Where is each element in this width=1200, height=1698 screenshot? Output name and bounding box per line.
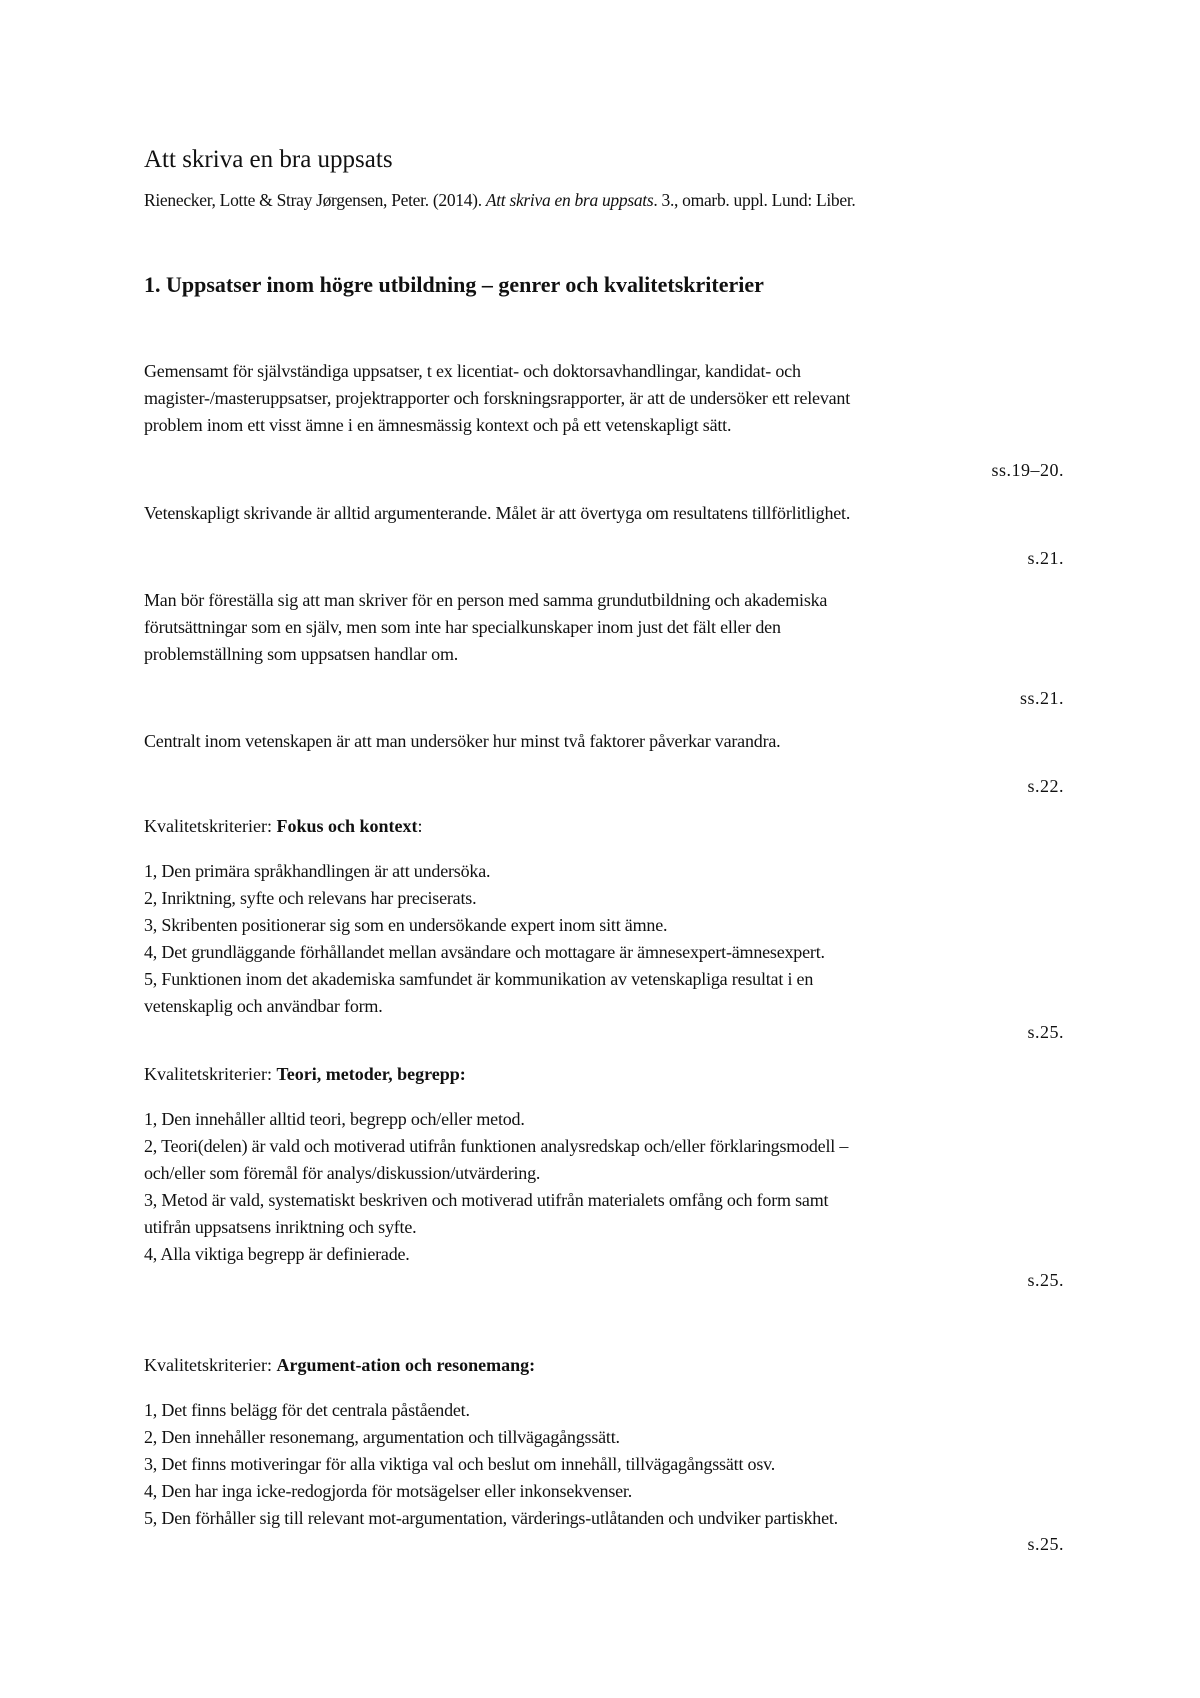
paragraph-4 xyxy=(144,728,1064,755)
paragraph-line: magister-/masteruppsatser, projektrapporter och forskningsrapporter, är att de undersöker ett relevant xyxy=(144,388,851,408)
criteria-list-2 xyxy=(144,1106,1064,1268)
criteria-list-3 xyxy=(144,1397,1064,1532)
list-item-line: 3, Skribenten positionerar sig som en undersökande expert inom sitt ämne. xyxy=(144,915,668,935)
list-item-line: 5, Den förhåller sig till relevant mot-argumentation, värderings-utlåtanden och undviker partiskhet. xyxy=(144,1508,838,1528)
page-reference: s.25. xyxy=(1027,1270,1064,1290)
list-item xyxy=(144,1241,1064,1268)
list-item xyxy=(144,1505,1064,1532)
criteria-name: Teori, metoder, begrepp: xyxy=(276,1064,466,1084)
list-item-line: 4, Det grundläggande förhållandet mellan avsändare och mottagare är ämnesexpert-ämnesexpert. xyxy=(144,942,825,962)
criteria-label-2 xyxy=(144,1064,466,1085)
criteria-name: Argument-ation och resonemang: xyxy=(276,1355,536,1375)
list-item-line: utifrån uppsatsens inriktning och syfte. xyxy=(144,1217,417,1237)
page-reference: s.25. xyxy=(1027,1022,1064,1042)
citation-authors: Rienecker, Lotte & Stray Jørgensen, Peter. (2014). xyxy=(144,190,486,210)
list-item-line: 2, Den innehåller resonemang, argumentation och tillvägagångssätt. xyxy=(144,1427,620,1447)
list-item xyxy=(144,1478,1064,1505)
list-item xyxy=(144,1397,1064,1424)
list-item xyxy=(144,1451,1064,1478)
list-item-line: 4, Den har inga icke-redogjorda för motsägelser eller inkonsekvenser. xyxy=(144,1481,633,1501)
page-reference: ss.21. xyxy=(1019,688,1064,708)
paragraph-line: Gemensamt för självständiga uppsatser, t ex licentiat- och doktorsavhandlingar, kandidat- och xyxy=(144,361,801,381)
paragraph-1 xyxy=(144,358,1064,439)
criteria-label-3 xyxy=(144,1355,535,1376)
list-item-line: 2, Inriktning, syfte och relevans har preciserats. xyxy=(144,888,477,908)
list-item-line: 1, Den primära språkhandlingen är att undersöka. xyxy=(144,861,491,881)
list-item xyxy=(144,1187,1064,1241)
page-reference: s.22. xyxy=(1027,776,1064,796)
list-item-line: 1, Det finns belägg för det centrala påståendet. xyxy=(144,1400,470,1420)
list-item xyxy=(144,912,1064,939)
citation-publisher: . 3., omarb. uppl. Lund: Liber. xyxy=(653,190,856,210)
criteria-list-1 xyxy=(144,858,1064,1020)
list-item-line: 3, Det finns motiveringar för alla viktiga val och beslut om innehåll, tillvägagångssätt osv. xyxy=(144,1454,776,1474)
list-item-line: 2, Teori(delen) är vald och motiverad utifrån funktionen analysredskap och/eller förklaringsmodell – xyxy=(144,1136,849,1156)
paragraph-line: problemställning som uppsatsen handlar om. xyxy=(144,644,459,664)
list-item-line: vetenskaplig och användbar form. xyxy=(144,996,383,1016)
paragraph-line: problem inom ett visst ämne i en ämnesmässig kontext och på ett vetenskapligt sätt. xyxy=(144,415,732,435)
list-item xyxy=(144,1424,1064,1451)
list-item-line: 4, Alla viktiga begrepp är definierade. xyxy=(144,1244,410,1264)
paragraph-line: Man bör föreställa sig att man skriver för en person med samma grundutbildning och akademiska xyxy=(144,590,828,610)
list-item xyxy=(144,1133,1064,1187)
paragraph-line: Vetenskapligt skrivande är alltid argumenterande. Målet är att övertyga om resultatens tillförlitlighet. xyxy=(144,503,851,523)
criteria-prefix: Kvalitetskriterier: xyxy=(144,816,277,836)
page-reference: ss.19–20. xyxy=(991,460,1064,480)
list-item-line: 3, Metod är vald, systematiskt beskriven och motiverad utifrån materialets omfång och form samt xyxy=(144,1190,829,1210)
criteria-name: Fokus och kontext xyxy=(276,816,418,836)
criteria-prefix: Kvalitetskriterier: xyxy=(144,1064,277,1084)
paragraph-2 xyxy=(144,500,1064,527)
paragraph-3 xyxy=(144,587,1064,668)
page-reference: s.21. xyxy=(1027,548,1064,568)
list-item xyxy=(144,1106,1064,1133)
list-item xyxy=(144,939,1064,966)
page-reference: s.25. xyxy=(1027,1534,1064,1554)
list-item xyxy=(144,885,1064,912)
paragraph-line: Centralt inom vetenskapen är att man undersöker hur minst två faktorer påverkar varandra. xyxy=(144,731,781,751)
criteria-suffix: : xyxy=(417,816,423,836)
list-item xyxy=(144,966,1064,1020)
criteria-prefix: Kvalitetskriterier: xyxy=(144,1355,277,1375)
list-item-line: 5, Funktionen inom det akademiska samfundet är kommunikation av vetenskapliga resultat i en xyxy=(144,969,814,989)
section-heading: 1. Uppsatser inom högre utbildning – genrer och kvalitetskriterier xyxy=(144,272,764,297)
document-title: Att skriva en bra uppsats xyxy=(144,146,393,173)
list-item-line: 1, Den innehåller alltid teori, begrepp och/eller metod. xyxy=(144,1109,525,1129)
citation xyxy=(144,190,856,211)
list-item-line: och/eller som föremål för analys/diskussion/utvärdering. xyxy=(144,1163,541,1183)
list-item xyxy=(144,858,1064,885)
criteria-label-1 xyxy=(144,816,423,837)
paragraph-line: förutsättningar som en själv, men som inte har specialkunskaper inom just det fält eller den xyxy=(144,617,781,637)
citation-book-title: Att skriva en bra uppsats xyxy=(485,190,654,210)
